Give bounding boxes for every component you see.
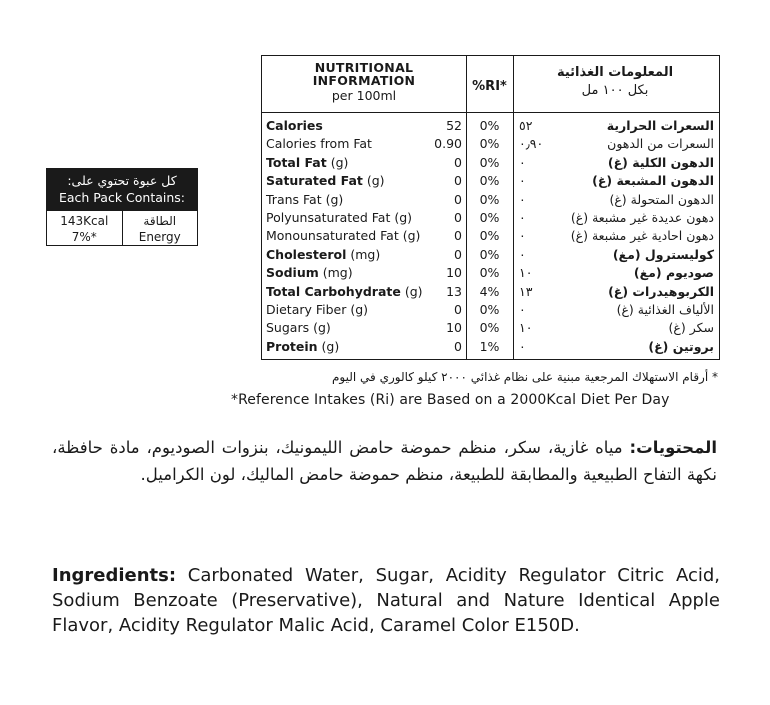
nutrient-name-en (266, 209, 412, 227)
header-en-line2: INFORMATION (312, 73, 416, 88)
nutrient-ri: 0% (479, 118, 500, 133)
header-ri: %RI* (472, 79, 507, 94)
header-ar-per: بكل ١٠٠ مل (581, 83, 649, 98)
nutrient-name-en (266, 301, 368, 319)
nutrient-value-ar: ٠ (519, 338, 526, 354)
pack-title-en: Each Pack Contains: (58, 190, 186, 205)
ingredients-en-label: Ingredients: (52, 565, 177, 586)
nutrient-name-en (266, 283, 423, 301)
pack-energy-label-en: Energy (138, 230, 181, 244)
nutrient-name-en (266, 264, 353, 282)
nutrient-value-ar: ١٠ (519, 320, 533, 336)
nutrient-value-ar: ٠ (519, 173, 526, 189)
nutrient-name-ar: الدهون الكلية (غ) (607, 154, 714, 170)
nutrient-name-en-bold: Protein (266, 338, 318, 354)
nutrient-name-ar: دهون احادية غير مشبعة (غ) (570, 228, 714, 244)
nutrient-name-ar: الدهون المشبعة (غ) (592, 173, 714, 189)
nutrient-name-ar: الدهون المتحولة (غ) (609, 191, 714, 207)
table-row (262, 191, 719, 209)
nutrient-name-en-bold: Total Carbohydrate (266, 283, 401, 299)
nutrient-name-en-text: Trans Fat (g) (266, 191, 344, 207)
ingredients-en (52, 563, 720, 638)
nutrient-ri: 0% (479, 301, 500, 317)
nutrient-name-en (266, 117, 323, 135)
nutrient-name-ar: دهون عديدة غير مشبعة (غ) (570, 209, 714, 225)
ingredients-ar-label: المحتويات: (629, 438, 717, 457)
nutrient-value: 10 (446, 265, 462, 281)
nutrient-value-ar: ٠ (519, 154, 526, 170)
nutrient-name-en (266, 227, 420, 245)
nutrient-name-en-text: (g) (362, 173, 385, 189)
nutrient-name-en-text: (g) (317, 338, 340, 354)
nutrient-name-en-text: Sugars (g) (266, 320, 331, 336)
header-en-line1: NUTRITIONAL (314, 60, 414, 75)
nutrient-value: 0 (454, 301, 462, 317)
nutrient-value-ar: ٠ (519, 246, 526, 262)
nutrient-name-en-bold: Calories (266, 118, 323, 133)
nutrient-name-ar: السعرات من الدهون (607, 136, 714, 152)
nutrient-ri: 4% (479, 283, 500, 299)
nutrient-value-ar: ٠ (519, 209, 526, 225)
nutrient-value: 0 (454, 246, 462, 262)
nutrient-name-en (266, 172, 385, 190)
nutrient-value-ar: ٥٢ (519, 118, 533, 133)
nutrient-name-en-text: (mg) (318, 265, 353, 281)
table-row (262, 135, 719, 153)
table-row (262, 338, 719, 356)
nutrient-name-en (266, 246, 380, 264)
nutrient-name-ar: الكربوهيدرات (غ) (608, 283, 714, 299)
table-row (262, 154, 719, 172)
ingredients-ar-text: مياه غازية، سكر، منظم حموضة حامض الليمونيك، بنزوات الصوديوم، مادة حافظة، نكهة التفاح الطبيعية والمطابقة للطبيعة، منظم حموضة حامض الماليك، لون الكراميل. (52, 438, 717, 484)
nutrient-name-en-text: Calories from Fat (266, 136, 372, 152)
nutrient-name-en (266, 135, 372, 153)
nutrient-name-en (266, 319, 331, 337)
pack-energy-value: 143Kcal (60, 214, 109, 228)
nutrient-name-en-text: Dietary Fiber (g) (266, 301, 369, 317)
table-row (262, 172, 719, 190)
nutrient-value-ar: ٠ (519, 228, 526, 244)
nutrient-value: 13 (446, 283, 462, 299)
table-row (262, 301, 719, 319)
nutrient-value-ar: ١٠ (519, 265, 533, 281)
nutrient-value: 0 (454, 228, 462, 244)
table-header-ar (513, 64, 717, 100)
nutrient-ri: 1% (479, 338, 500, 354)
footnote-en: *Reference Intakes (Ri) are Based on a 2000Kcal Diet Per Day (231, 392, 670, 408)
pack-title-ar: كل عبوة تحتوي على: (67, 173, 177, 188)
nutrient-ri: 0% (479, 265, 500, 281)
header-ar-title: المعلومات الغذائية (556, 65, 674, 80)
nutrient-value-ar: ٠ (519, 301, 526, 317)
footnote-ar: * أرقام الاستهلاك المرجعية مبنية على نظام غذائي ٢٠٠٠ كيلو كالوري في اليوم (331, 370, 718, 384)
pack-energy-labels (123, 211, 198, 245)
table-row (262, 264, 719, 282)
pack-energy-label-ar: الطاقة (143, 214, 177, 228)
nutrient-name-ar: بروتين (غ) (648, 338, 714, 354)
nutrient-ri: 0% (479, 173, 500, 189)
nutrient-name-en (266, 154, 348, 172)
nutrient-name-en-text: (mg) (346, 246, 381, 262)
nutrient-ri: 0% (479, 228, 500, 244)
nutrient-name-en-bold: Sodium (266, 265, 319, 281)
table-header-en (262, 61, 466, 102)
nutrient-name-en-text: (g) (326, 154, 349, 170)
pack-energy-row (47, 211, 197, 245)
nutrient-name-ar: الألياف الغذائية (غ) (616, 301, 714, 317)
table-row (262, 117, 719, 135)
nutrient-name-ar: صوديوم (مغ) (633, 265, 714, 281)
nutrient-name-en-text: Monounsaturated Fat (g) (266, 228, 421, 244)
nutrient-value-ar: ٠٫٩٠ (519, 136, 544, 152)
table-rows (262, 117, 719, 356)
nutrition-table (261, 55, 720, 360)
nutrient-ri: 0% (479, 191, 500, 207)
nutrient-ri: 0% (479, 209, 500, 225)
ingredients-en-text: Carbonated Water, Sugar, Acidity Regulator Citric Acid, Sodium Benzoate (Preservative), Natural and Nature Identical Apple Flavor, Acidity Regulator Malic Acid, Caramel Color E150D. (52, 565, 720, 636)
nutrient-name-ar: السعرات الحرارية (606, 118, 714, 133)
nutrient-ri: 0% (479, 320, 500, 336)
nutrient-value: 0 (454, 191, 462, 207)
nutrient-value: 52 (446, 118, 462, 133)
pack-energy-box (46, 168, 198, 246)
nutrient-value: 0 (454, 338, 462, 354)
table-row (262, 246, 719, 264)
nutrient-ri: 0% (479, 136, 500, 152)
table-row (262, 283, 719, 301)
header-divider (262, 112, 719, 113)
nutrient-value-ar: ٠ (519, 191, 526, 207)
header-en-per: per 100ml (331, 88, 397, 103)
table-row (262, 227, 719, 245)
pack-header (47, 169, 197, 211)
nutrient-name-en-bold: Total Fat (266, 154, 327, 170)
nutrient-name-en-bold: Cholesterol (266, 246, 347, 262)
table-row (262, 209, 719, 227)
pack-energy-values (47, 211, 123, 245)
nutrient-value: 0 (454, 154, 462, 170)
pack-energy-ri: 7%* (71, 230, 97, 244)
nutrient-name-en-text: Polyunsaturated Fat (g) (266, 209, 413, 225)
nutrient-value: 0.90 (434, 136, 462, 152)
nutrient-name-ar: سكر (غ) (668, 320, 714, 336)
nutrient-name-en (266, 338, 339, 356)
nutrient-value-ar: ١٣ (519, 283, 533, 299)
nutrient-name-en (266, 191, 343, 209)
nutrient-value: 0 (454, 209, 462, 225)
nutrient-ri: 0% (479, 154, 500, 170)
nutrient-value: 0 (454, 173, 462, 189)
nutrient-name-en-text: (g) (400, 283, 423, 299)
nutrient-ri: 0% (479, 246, 500, 262)
nutrient-value: 10 (446, 320, 462, 336)
nutrient-name-en-bold: Saturated Fat (266, 173, 363, 189)
table-row (262, 319, 719, 337)
nutrient-name-ar: كوليسترول (مغ) (612, 246, 714, 262)
ingredients-ar (52, 434, 717, 488)
